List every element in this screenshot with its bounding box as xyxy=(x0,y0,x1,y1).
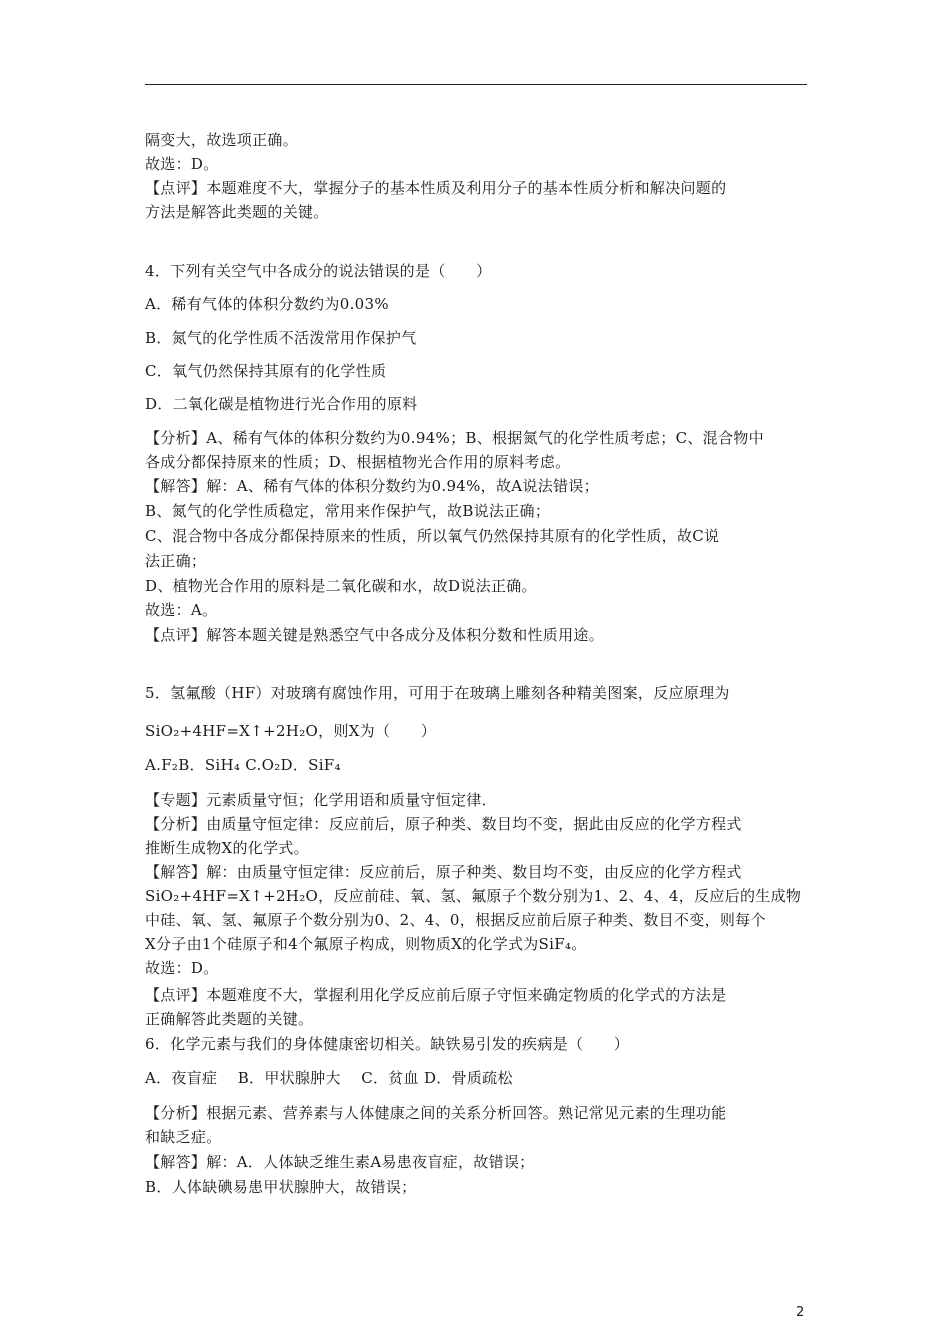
text-line: 【解答】解：由质量守恒定律：反应前后，原子种类、数目均不变，由反应的化学方程式 xyxy=(145,863,742,881)
text-line: 【分析】根据元素、营养素与人体健康之间的关系分析回答。熟记常见元素的生理功能 xyxy=(145,1104,727,1122)
text-line: 【解答】解：A、稀有气体的体积分数约为0.94%，故A说法错误； xyxy=(145,477,599,495)
text-line: 故选：D。 xyxy=(145,959,219,977)
text-line: 故选：A。 xyxy=(145,601,218,619)
question-5-stem: 5．氢氟酸（HF）对玻璃有腐蚀作用，可用于在玻璃上雕刻各种精美图案，反应原理为 xyxy=(145,684,730,702)
text-line: 【点评】本题难度不大，掌握利用化学反应前后原子守恒来确定物质的化学式的方法是 xyxy=(145,986,727,1004)
question-6-stem: 6．化学元素与我们的身体健康密切相关。缺铁易引发的疾病是（ ） xyxy=(145,1035,630,1053)
question-4-option-c: C．氧气仍然保持其原有的化学性质 xyxy=(145,362,387,380)
text-line: 推断生成物X的化学式。 xyxy=(145,839,309,857)
text-line: 【专题】元素质量守恒；化学用语和质量守恒定律． xyxy=(145,791,497,809)
text-line: B．人体缺碘易患甲状腺肿大，故错误； xyxy=(145,1178,417,1196)
text-line: X分子由1个硅原子和4个氟原子构成，则物质X的化学式为SiF₄。 xyxy=(145,935,587,953)
text-line: 【分析】由质量守恒定律：反应前后，原子种类、数目均不变，据此由反应的化学方程式 xyxy=(145,815,742,833)
question-5-options: A.F₂B．SiH₄ C.O₂D．SiF₄ xyxy=(145,756,341,774)
question-4-option-b: B．氮气的化学性质不活泼常用作保护气 xyxy=(145,329,417,347)
question-6-options: A．夜盲症 B．甲状腺肿大 C．贫血 D．骨质疏松 xyxy=(145,1069,513,1087)
header-rule xyxy=(145,84,807,85)
text-line: 法正确； xyxy=(145,552,207,570)
text-line: 中硅、氧、氢、氟原子个数分别为0、2、4、0，根据反应前后原子种类、数目不变，则每个 xyxy=(145,911,766,929)
question-4-stem: 4．下列有关空气中各成分的说法错误的是（ ） xyxy=(145,262,492,280)
text-line: 方法是解答此类题的关键。 xyxy=(145,203,329,221)
text-line: SiO₂+4HF=X↑+2H₂O，反应前硅、氧、氢、氟原子个数分别为1、2、4、4，反应后的生成物 xyxy=(145,887,802,905)
text-line: 【分析】A、稀有气体的体积分数约为0.94%；B、根据氮气的化学性质考虑；C、混合物中 xyxy=(145,429,764,447)
text-line: 【点评】本题难度不大，掌握分子的基本性质及利用分子的基本性质分析和解决问题的 xyxy=(145,179,727,197)
text-line: 故选：D。 xyxy=(145,155,219,173)
text-line: C、混合物中各成分都保持原来的性质，所以氧气仍然保持其原有的化学性质，故C说 xyxy=(145,527,720,545)
text-line: D、植物光合作用的原料是二氧化碳和水，故D说法正确。 xyxy=(145,577,537,595)
text-line: 隔变大，故选项正确。 xyxy=(145,131,299,149)
page-number: 2 xyxy=(796,1305,805,1320)
text-line: 【点评】解答本题关键是熟悉空气中各成分及体积分数和性质用途。 xyxy=(145,626,605,644)
text-line: B、氮气的化学性质稳定，常用来作保护气，故B说法正确； xyxy=(145,502,551,520)
text-line: 正确解答此类题的关键。 xyxy=(145,1010,314,1028)
question-4-option-a: A．稀有气体的体积分数约为0.03% xyxy=(145,295,389,313)
text-line: 【解答】解：A．人体缺乏维生素A易患夜盲症，故错误； xyxy=(145,1153,535,1171)
question-4-option-d: D．二氧化碳是植物进行光合作用的原料 xyxy=(145,395,418,413)
text-line: 各成分都保持原来的性质；D、根据植物光合作用的原料考虑。 xyxy=(145,453,571,471)
text-line: 和缺乏症。 xyxy=(145,1128,222,1146)
question-5-equation: SiO₂+4HF=X↑+2H₂O，则X为（ ） xyxy=(145,722,437,740)
